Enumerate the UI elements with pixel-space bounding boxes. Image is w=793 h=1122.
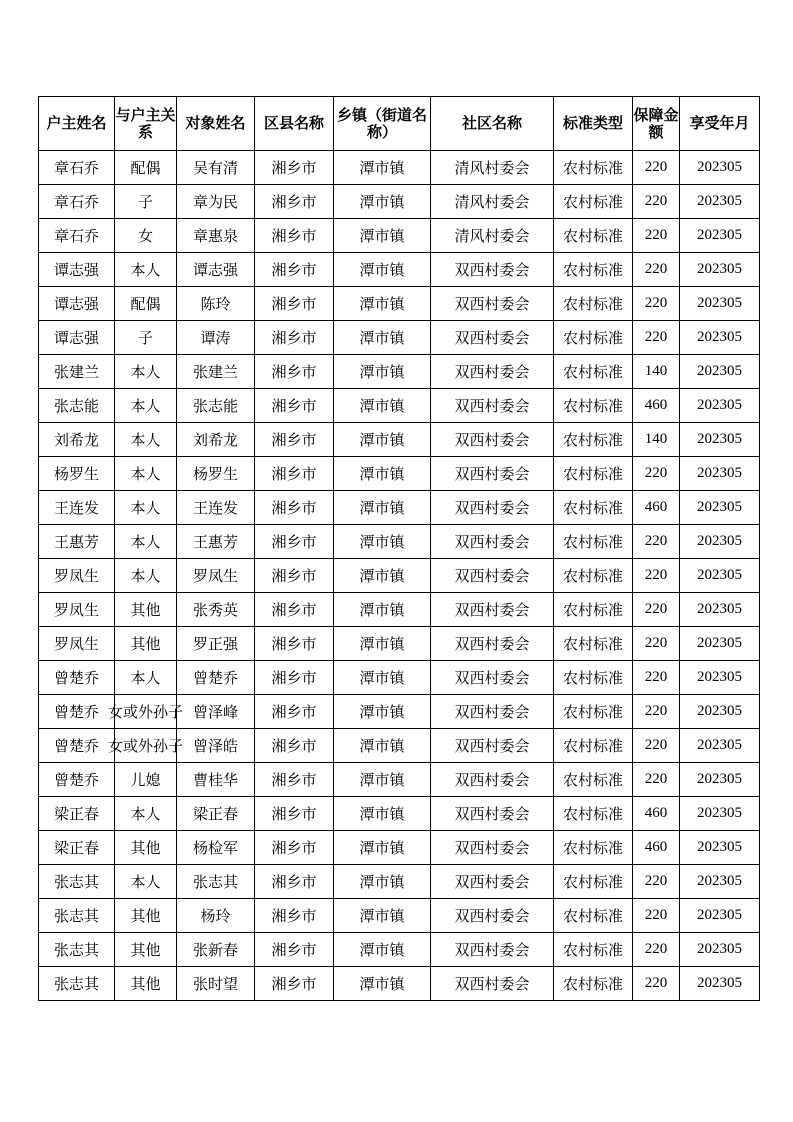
cell-relation-text: 女或外孙子 <box>107 737 183 755</box>
cell-township: 潭市镇 <box>334 661 431 695</box>
cell-period: 202305 <box>680 695 760 729</box>
cell-amount: 460 <box>633 491 680 525</box>
cell-community: 双西村委会 <box>431 423 554 457</box>
cell-householder-name: 梁正春 <box>39 797 115 831</box>
cell-amount: 140 <box>633 423 680 457</box>
cell-township: 潭市镇 <box>334 899 431 933</box>
cell-amount: 220 <box>633 219 680 253</box>
cell-period: 202305 <box>680 763 760 797</box>
cell-standard-type: 农村标准 <box>554 933 633 967</box>
cell-relation: 本人 <box>115 491 177 525</box>
cell-householder-name: 罗凤生 <box>39 593 115 627</box>
table-row <box>39 695 760 729</box>
cell-householder-name: 张建兰 <box>39 355 115 389</box>
cell-relation: 其他 <box>115 627 177 661</box>
cell-recipient-name: 梁正春 <box>177 797 255 831</box>
cell-community: 双西村委会 <box>431 389 554 423</box>
cell-recipient-name: 罗正强 <box>177 627 255 661</box>
cell-standard-type: 农村标准 <box>554 321 633 355</box>
cell-standard-type: 农村标准 <box>554 695 633 729</box>
cell-period: 202305 <box>680 151 760 185</box>
cell-amount: 460 <box>633 797 680 831</box>
cell-standard-type: 农村标准 <box>554 593 633 627</box>
cell-township: 潭市镇 <box>334 831 431 865</box>
cell-recipient-name: 张志能 <box>177 389 255 423</box>
cell-amount: 220 <box>633 865 680 899</box>
cell-community: 双西村委会 <box>431 321 554 355</box>
cell-township: 潭市镇 <box>334 355 431 389</box>
cell-county: 湘乡市 <box>255 831 334 865</box>
cell-county: 湘乡市 <box>255 151 334 185</box>
cell-county: 湘乡市 <box>255 559 334 593</box>
cell-householder-name: 谭志强 <box>39 287 115 321</box>
cell-amount: 220 <box>633 593 680 627</box>
cell-community: 双西村委会 <box>431 899 554 933</box>
cell-period: 202305 <box>680 899 760 933</box>
cell-recipient-name: 杨玲 <box>177 899 255 933</box>
table-row <box>39 219 760 253</box>
cell-householder-name: 罗凤生 <box>39 627 115 661</box>
cell-community: 双西村委会 <box>431 491 554 525</box>
cell-recipient-name: 曾泽皓 <box>177 729 255 763</box>
cell-recipient-name: 刘希龙 <box>177 423 255 457</box>
cell-householder-name: 刘希龙 <box>39 423 115 457</box>
header-relation: 与户主关系 <box>115 97 177 151</box>
cell-amount: 220 <box>633 321 680 355</box>
cell-period: 202305 <box>680 389 760 423</box>
cell-relation: 本人 <box>115 797 177 831</box>
cell-community: 双西村委会 <box>431 593 554 627</box>
cell-township: 潭市镇 <box>334 423 431 457</box>
cell-amount: 220 <box>633 185 680 219</box>
cell-period: 202305 <box>680 559 760 593</box>
cell-community: 双西村委会 <box>431 831 554 865</box>
cell-standard-type: 农村标准 <box>554 457 633 491</box>
cell-standard-type: 农村标准 <box>554 525 633 559</box>
cell-relation: 本人 <box>115 253 177 287</box>
cell-period: 202305 <box>680 355 760 389</box>
cell-community: 双西村委会 <box>431 253 554 287</box>
cell-householder-name: 王惠芳 <box>39 525 115 559</box>
cell-county: 湘乡市 <box>255 661 334 695</box>
cell-township: 潭市镇 <box>334 967 431 1001</box>
cell-relation: 本人 <box>115 865 177 899</box>
cell-recipient-name: 陈玲 <box>177 287 255 321</box>
cell-recipient-name: 曾泽峰 <box>177 695 255 729</box>
cell-period: 202305 <box>680 661 760 695</box>
cell-recipient-name: 杨检军 <box>177 831 255 865</box>
cell-relation <box>107 695 183 729</box>
cell-county: 湘乡市 <box>255 185 334 219</box>
cell-community: 双西村委会 <box>431 695 554 729</box>
cell-community: 双西村委会 <box>431 865 554 899</box>
cell-county: 湘乡市 <box>255 355 334 389</box>
cell-standard-type: 农村标准 <box>554 831 633 865</box>
cell-county: 湘乡市 <box>255 933 334 967</box>
cell-period: 202305 <box>680 933 760 967</box>
cell-relation: 其他 <box>115 831 177 865</box>
cell-amount: 220 <box>633 525 680 559</box>
cell-period: 202305 <box>680 831 760 865</box>
table-row <box>39 287 760 321</box>
cell-relation: 其他 <box>115 593 177 627</box>
header-householder-name: 户主姓名 <box>39 97 115 151</box>
cell-community: 清风村委会 <box>431 219 554 253</box>
cell-period: 202305 <box>680 457 760 491</box>
cell-amount: 220 <box>633 627 680 661</box>
cell-householder-name: 章石乔 <box>39 151 115 185</box>
cell-recipient-name: 张新春 <box>177 933 255 967</box>
cell-standard-type: 农村标准 <box>554 661 633 695</box>
cell-relation: 子 <box>115 185 177 219</box>
cell-township: 潭市镇 <box>334 627 431 661</box>
cell-period: 202305 <box>680 525 760 559</box>
cell-township: 潭市镇 <box>334 321 431 355</box>
cell-township: 潭市镇 <box>334 457 431 491</box>
table-row <box>39 627 760 661</box>
cell-county: 湘乡市 <box>255 899 334 933</box>
cell-recipient-name: 罗凤生 <box>177 559 255 593</box>
cell-amount: 460 <box>633 831 680 865</box>
cell-relation <box>107 729 183 763</box>
table-row <box>39 559 760 593</box>
cell-period: 202305 <box>680 219 760 253</box>
cell-period: 202305 <box>680 865 760 899</box>
table-row <box>39 525 760 559</box>
cell-standard-type: 农村标准 <box>554 151 633 185</box>
cell-householder-name: 梁正春 <box>39 831 115 865</box>
cell-township: 潭市镇 <box>334 491 431 525</box>
cell-county: 湘乡市 <box>255 695 334 729</box>
cell-householder-name: 章石乔 <box>39 185 115 219</box>
cell-recipient-name: 吴有清 <box>177 151 255 185</box>
cell-community: 双西村委会 <box>431 763 554 797</box>
cell-township: 潭市镇 <box>334 593 431 627</box>
cell-county: 湘乡市 <box>255 967 334 1001</box>
cell-relation-text: 女或外孙子 <box>107 703 183 721</box>
table-header-row <box>39 97 760 151</box>
cell-householder-name: 罗凤生 <box>39 559 115 593</box>
cell-householder-name: 曾楚乔 <box>39 763 115 797</box>
cell-relation: 其他 <box>115 967 177 1001</box>
cell-township: 潭市镇 <box>334 797 431 831</box>
table-row <box>39 321 760 355</box>
cell-recipient-name: 王惠芳 <box>177 525 255 559</box>
cell-county: 湘乡市 <box>255 491 334 525</box>
cell-township: 潭市镇 <box>334 763 431 797</box>
cell-township: 潭市镇 <box>334 185 431 219</box>
cell-householder-name: 曾楚乔 <box>39 695 115 729</box>
cell-householder-name: 杨罗生 <box>39 457 115 491</box>
cell-community: 双西村委会 <box>431 559 554 593</box>
cell-recipient-name: 章为民 <box>177 185 255 219</box>
table-row <box>39 151 760 185</box>
cell-amount: 220 <box>633 559 680 593</box>
header-community: 社区名称 <box>431 97 554 151</box>
cell-period: 202305 <box>680 729 760 763</box>
cell-amount: 220 <box>633 253 680 287</box>
cell-township: 潭市镇 <box>334 695 431 729</box>
table-row <box>39 865 760 899</box>
cell-standard-type: 农村标准 <box>554 491 633 525</box>
cell-community: 双西村委会 <box>431 797 554 831</box>
header-county: 区县名称 <box>255 97 334 151</box>
cell-householder-name: 曾楚乔 <box>39 729 115 763</box>
table-row <box>39 899 760 933</box>
cell-county: 湘乡市 <box>255 253 334 287</box>
cell-recipient-name: 张时望 <box>177 967 255 1001</box>
cell-county: 湘乡市 <box>255 219 334 253</box>
header-township: 乡镇（街道名称） <box>334 97 431 151</box>
cell-county: 湘乡市 <box>255 797 334 831</box>
cell-community: 清风村委会 <box>431 151 554 185</box>
cell-relation: 本人 <box>115 525 177 559</box>
cell-standard-type: 农村标准 <box>554 967 633 1001</box>
cell-householder-name: 张志其 <box>39 933 115 967</box>
cell-community: 双西村委会 <box>431 661 554 695</box>
cell-recipient-name: 张秀英 <box>177 593 255 627</box>
cell-recipient-name: 张志其 <box>177 865 255 899</box>
table-row <box>39 763 760 797</box>
cell-householder-name: 张志其 <box>39 899 115 933</box>
cell-community: 双西村委会 <box>431 729 554 763</box>
cell-recipient-name: 王连发 <box>177 491 255 525</box>
cell-relation: 子 <box>115 321 177 355</box>
cell-standard-type: 农村标准 <box>554 389 633 423</box>
cell-householder-name: 张志其 <box>39 967 115 1001</box>
table-row <box>39 967 760 1001</box>
cell-amount: 220 <box>633 763 680 797</box>
cell-standard-type: 农村标准 <box>554 423 633 457</box>
cell-relation: 本人 <box>115 457 177 491</box>
cell-amount: 220 <box>633 899 680 933</box>
cell-period: 202305 <box>680 797 760 831</box>
cell-township: 潭市镇 <box>334 287 431 321</box>
table-row <box>39 831 760 865</box>
table-body <box>39 151 760 1001</box>
table-row <box>39 593 760 627</box>
cell-community: 双西村委会 <box>431 355 554 389</box>
cell-township: 潭市镇 <box>334 933 431 967</box>
cell-relation: 儿媳 <box>115 763 177 797</box>
cell-standard-type: 农村标准 <box>554 559 633 593</box>
cell-standard-type: 农村标准 <box>554 627 633 661</box>
cell-standard-type: 农村标准 <box>554 253 633 287</box>
cell-householder-name: 张志其 <box>39 865 115 899</box>
cell-householder-name: 曾楚乔 <box>39 661 115 695</box>
cell-county: 湘乡市 <box>255 287 334 321</box>
cell-township: 潭市镇 <box>334 559 431 593</box>
cell-township: 潭市镇 <box>334 151 431 185</box>
cell-township: 潭市镇 <box>334 865 431 899</box>
cell-county: 湘乡市 <box>255 763 334 797</box>
cell-period: 202305 <box>680 627 760 661</box>
table-row <box>39 355 760 389</box>
cell-community: 双西村委会 <box>431 457 554 491</box>
cell-recipient-name: 张建兰 <box>177 355 255 389</box>
cell-amount: 220 <box>633 695 680 729</box>
cell-amount: 220 <box>633 287 680 321</box>
cell-county: 湘乡市 <box>255 593 334 627</box>
cell-recipient-name: 谭志强 <box>177 253 255 287</box>
cell-recipient-name: 谭涛 <box>177 321 255 355</box>
table-row <box>39 661 760 695</box>
cell-standard-type: 农村标准 <box>554 865 633 899</box>
cell-period: 202305 <box>680 253 760 287</box>
cell-relation: 本人 <box>115 355 177 389</box>
table-row <box>39 933 760 967</box>
header-recipient-name: 对象姓名 <box>177 97 255 151</box>
cell-standard-type: 农村标准 <box>554 899 633 933</box>
cell-householder-name: 谭志强 <box>39 321 115 355</box>
cell-standard-type: 农村标准 <box>554 355 633 389</box>
cell-community: 双西村委会 <box>431 967 554 1001</box>
cell-householder-name: 章石乔 <box>39 219 115 253</box>
header-amount: 保障金额 <box>633 97 680 151</box>
table-row <box>39 729 760 763</box>
cell-county: 湘乡市 <box>255 321 334 355</box>
cell-period: 202305 <box>680 287 760 321</box>
cell-community: 双西村委会 <box>431 933 554 967</box>
cell-relation: 本人 <box>115 559 177 593</box>
cell-amount: 460 <box>633 389 680 423</box>
cell-township: 潭市镇 <box>334 525 431 559</box>
cell-community: 双西村委会 <box>431 627 554 661</box>
table-row <box>39 185 760 219</box>
cell-county: 湘乡市 <box>255 729 334 763</box>
cell-county: 湘乡市 <box>255 423 334 457</box>
cell-county: 湘乡市 <box>255 865 334 899</box>
cell-relation: 其他 <box>115 933 177 967</box>
cell-householder-name: 王连发 <box>39 491 115 525</box>
cell-recipient-name: 曾楚乔 <box>177 661 255 695</box>
cell-period: 202305 <box>680 321 760 355</box>
cell-period: 202305 <box>680 593 760 627</box>
table-row <box>39 797 760 831</box>
cell-county: 湘乡市 <box>255 457 334 491</box>
table-row <box>39 253 760 287</box>
cell-recipient-name: 杨罗生 <box>177 457 255 491</box>
cell-householder-name: 张志能 <box>39 389 115 423</box>
cell-recipient-name: 曹桂华 <box>177 763 255 797</box>
cell-amount: 220 <box>633 151 680 185</box>
cell-standard-type: 农村标准 <box>554 185 633 219</box>
table-row <box>39 423 760 457</box>
cell-relation: 本人 <box>115 423 177 457</box>
table-row <box>39 389 760 423</box>
cell-county: 湘乡市 <box>255 525 334 559</box>
cell-standard-type: 农村标准 <box>554 219 633 253</box>
cell-relation: 配偶 <box>115 287 177 321</box>
cell-relation: 本人 <box>115 389 177 423</box>
cell-relation: 配偶 <box>115 151 177 185</box>
cell-householder-name: 谭志强 <box>39 253 115 287</box>
cell-township: 潭市镇 <box>334 253 431 287</box>
cell-amount: 140 <box>633 355 680 389</box>
cell-township: 潭市镇 <box>334 389 431 423</box>
header-period: 享受年月 <box>680 97 760 151</box>
assistance-table <box>38 96 760 1001</box>
table-row <box>39 491 760 525</box>
cell-community: 双西村委会 <box>431 525 554 559</box>
cell-amount: 220 <box>633 933 680 967</box>
cell-community: 双西村委会 <box>431 287 554 321</box>
cell-amount: 220 <box>633 661 680 695</box>
table-row <box>39 457 760 491</box>
cell-period: 202305 <box>680 185 760 219</box>
cell-standard-type: 农村标准 <box>554 729 633 763</box>
cell-standard-type: 农村标准 <box>554 763 633 797</box>
cell-period: 202305 <box>680 423 760 457</box>
cell-period: 202305 <box>680 491 760 525</box>
cell-amount: 220 <box>633 967 680 1001</box>
cell-recipient-name: 章惠泉 <box>177 219 255 253</box>
cell-county: 湘乡市 <box>255 389 334 423</box>
cell-relation: 其他 <box>115 899 177 933</box>
cell-amount: 220 <box>633 729 680 763</box>
cell-period: 202305 <box>680 967 760 1001</box>
cell-standard-type: 农村标准 <box>554 797 633 831</box>
cell-relation: 女 <box>115 219 177 253</box>
cell-township: 潭市镇 <box>334 729 431 763</box>
cell-township: 潭市镇 <box>334 219 431 253</box>
cell-relation: 本人 <box>115 661 177 695</box>
header-standard-type: 标准类型 <box>554 97 633 151</box>
cell-county: 湘乡市 <box>255 627 334 661</box>
cell-community: 清风村委会 <box>431 185 554 219</box>
cell-amount: 220 <box>633 457 680 491</box>
cell-standard-type: 农村标准 <box>554 287 633 321</box>
